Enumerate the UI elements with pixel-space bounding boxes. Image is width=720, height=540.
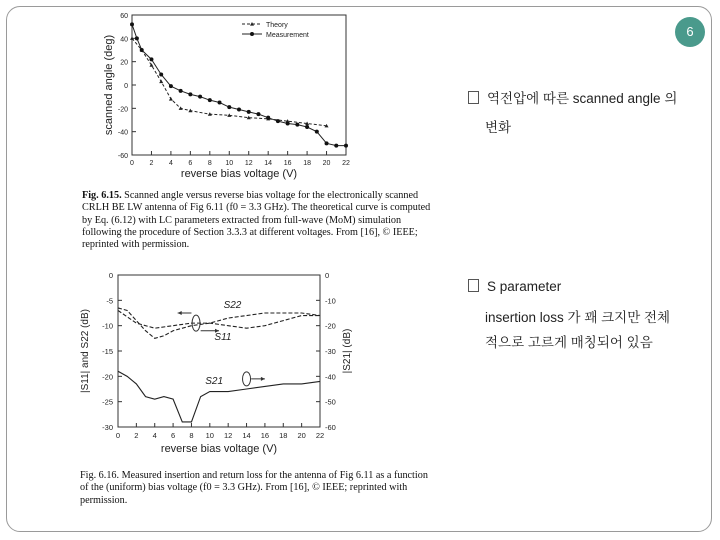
measurement-point xyxy=(218,101,222,105)
measurement-point xyxy=(188,92,192,96)
y-right-tick-label: 0 xyxy=(325,271,330,280)
y-axis-label: |S11| and S22 (dB) xyxy=(80,309,91,393)
x-tick-label: 4 xyxy=(168,160,173,167)
s21-pointer-head xyxy=(261,377,265,381)
y-right-axis-label: |S21| (dB) xyxy=(342,328,353,374)
measurement-point xyxy=(135,36,139,40)
theory-point xyxy=(169,97,173,101)
left-pointer-head xyxy=(178,311,182,315)
x-tick-label: 20 xyxy=(297,431,306,440)
y-tick-label: 60 xyxy=(120,13,128,20)
measurement-point xyxy=(140,48,144,52)
y-right-tick-label: -60 xyxy=(325,423,336,432)
y-right-tick-label: -30 xyxy=(325,347,336,356)
s21-marker-ellipse xyxy=(243,372,251,386)
x-axis-label: reverse bias voltage (V) xyxy=(160,443,278,455)
measurement-point xyxy=(198,95,202,99)
y-tick-label: -10 xyxy=(102,321,113,331)
bullet-continuation: insertion loss 가 꽤 크지만 전체 xyxy=(485,310,671,325)
y-tick-label: -20 xyxy=(102,372,113,382)
measurement-point xyxy=(179,89,183,93)
x-tick-label: 20 xyxy=(322,160,331,167)
x-tick-label: 10 xyxy=(225,160,234,167)
measurement-point xyxy=(344,144,348,148)
measurement-point xyxy=(208,98,212,102)
x-tick-label: 6 xyxy=(171,431,176,440)
series-annotation: S22 xyxy=(223,299,242,311)
measurement-point xyxy=(247,110,251,114)
caption-text: Scanned angle versus reverse bias voltage for the electronically scanned CRLH BE LW antenna of Fig 6.11 (f0 = 3.3 GHz). The theoretical curve is computed by Eq. (6.12) with LC parameters extracted from full-wave (MoM) simulation following the procedure of Section 3.3.3 at different voltages. From [16], © IEEE; reprinted with permission. xyxy=(82,190,431,251)
legend-marker xyxy=(250,32,254,36)
theory-point xyxy=(179,106,183,110)
y-tick-label: -5 xyxy=(106,296,113,306)
measurement-point xyxy=(149,57,153,61)
measurement-point xyxy=(276,119,280,123)
figure-caption-6-16: Fig. 6.16. Measured insertion and return loss for the antenna of Fig 6.11 as a function of the (uniform) bias voltage (f0 = 3.3 GHz). From [16], © IEEE; reprinted with permission. xyxy=(80,470,428,506)
y-right-tick-label: -10 xyxy=(325,296,336,306)
x-tick-label: 0 xyxy=(130,160,134,167)
x-tick-label: 12 xyxy=(224,431,233,440)
figure-caption-6-15 xyxy=(82,190,432,251)
x-tick-label: 16 xyxy=(260,431,270,440)
measurement-point xyxy=(325,141,329,145)
s-parameter-chart xyxy=(76,266,376,466)
y-tick-label: 0 xyxy=(124,83,128,90)
legend-label: Measurement xyxy=(266,32,309,39)
x-tick-label: 18 xyxy=(279,431,288,440)
measurement-point xyxy=(169,84,173,88)
x-tick-label: 2 xyxy=(149,160,154,167)
y-tick-label: 20 xyxy=(120,59,128,67)
x-tick-label: 4 xyxy=(152,431,157,440)
measurement-point xyxy=(315,130,319,134)
measurement-point xyxy=(130,22,134,26)
scan-angle-chart xyxy=(100,8,362,188)
series-line-measurement xyxy=(132,24,346,145)
measurement-point xyxy=(256,112,260,116)
y-tick-label: 40 xyxy=(120,36,128,44)
page-number-badge: 6 xyxy=(675,17,705,47)
y-tick-label: -15 xyxy=(102,347,113,356)
x-tick-label: 16 xyxy=(283,160,292,167)
x-tick-label: 8 xyxy=(189,431,194,440)
x-tick-label: 22 xyxy=(315,431,325,440)
bullet-text: S parameter xyxy=(487,279,562,294)
y-tick-label: -40 xyxy=(117,129,128,137)
measurement-point xyxy=(334,144,338,148)
caption-label: Fig. 6.15. xyxy=(82,190,122,201)
square-bullet-icon xyxy=(468,91,479,104)
bullet-item xyxy=(468,87,677,107)
measurement-point xyxy=(305,125,309,129)
x-tick-label: 12 xyxy=(244,160,253,167)
bullet-continuation: 적으로 고르게 매칭되어 있음 xyxy=(485,335,653,350)
measurement-point xyxy=(286,122,290,126)
y-tick-label: -60 xyxy=(117,153,128,160)
bullet-item xyxy=(468,279,561,294)
x-axis-label: reverse bias voltage (V) xyxy=(180,168,298,180)
measurement-point xyxy=(159,73,163,77)
y-tick-label: 0 xyxy=(108,271,113,280)
bullet-continuation: 변화 xyxy=(485,120,512,135)
x-tick-label: 0 xyxy=(115,431,121,440)
legend-label: Theory xyxy=(266,22,288,29)
measurement-point xyxy=(237,108,241,112)
plot-frame xyxy=(132,15,346,155)
x-tick-label: 14 xyxy=(242,431,251,440)
bullet-text: 역전압에 따른 scanned angle 의 xyxy=(487,91,678,106)
y-right-tick-label: -50 xyxy=(325,397,336,407)
x-tick-label: 14 xyxy=(264,160,273,167)
square-bullet-icon xyxy=(468,279,479,292)
y-tick-label: -30 xyxy=(102,423,113,432)
series-annotation: S11 xyxy=(214,331,232,343)
y-tick-label: -25 xyxy=(102,397,113,407)
plot-frame xyxy=(118,275,320,427)
series-annotation: S21 xyxy=(205,375,224,387)
y-right-tick-label: -20 xyxy=(325,321,336,331)
y-tick-label: -20 xyxy=(117,106,128,114)
y-axis-label: scanned angle (deg) xyxy=(103,34,115,136)
x-tick-label: 22 xyxy=(342,160,350,167)
measurement-point xyxy=(227,105,231,109)
x-tick-label: 8 xyxy=(207,160,212,167)
measurement-point xyxy=(295,123,299,127)
y-right-tick-label: -40 xyxy=(325,372,336,382)
x-tick-label: 18 xyxy=(303,160,311,167)
x-tick-label: 2 xyxy=(134,431,139,440)
measurement-point xyxy=(266,116,270,120)
x-tick-label: 6 xyxy=(188,160,193,167)
x-tick-label: 10 xyxy=(205,431,214,440)
